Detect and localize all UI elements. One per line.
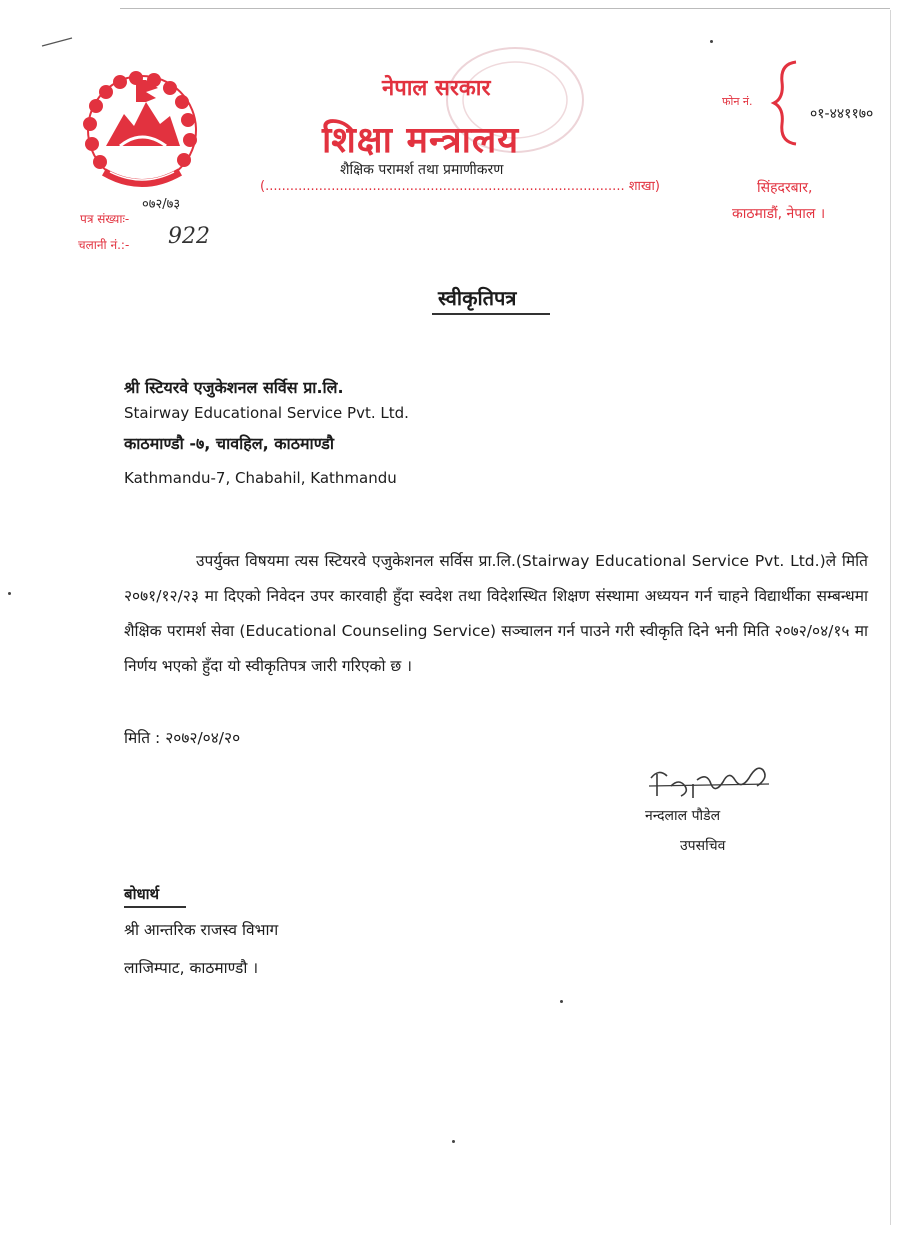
government-name: नेपाल सरकार — [382, 76, 491, 101]
cc-line-1: श्री आन्तरिक राजस्व विभाग — [124, 921, 279, 939]
scan-edge-right — [890, 10, 891, 1225]
signatory-name: नन्दलाल पौडेल — [645, 808, 721, 824]
document-title: स्वीकृतिपत्र — [438, 286, 517, 310]
phone-number: ०१-४४११७० — [810, 106, 874, 122]
cc-title-underline — [124, 906, 186, 908]
body-paragraph-text: उपर्युक्त विषयमा त्यस स्टियरवे एजुकेशनल सर्विस प्रा.लि.(Stairway Educational Service Pvt. Ltd.)ले मिति २०७१/१२/२३ मा दिएको निवेदन उपर कारवाही हुँदा स्वदेश तथा विदेशस्थित शिक्षण संस्थामा अध्ययन गर्न चाहने विद्यार्थीका सम्बन्धमा शैक्षिक परामर्श सेवा (Educational Counseling Service) सञ्चालन गर्न पाउने गरी स्वीकृति दिने भनी मिति २०७२/०४/१५ मा निर्णय भएको हुँदा यो स्वीकृतिपत्र जारी गरिएको छ । — [124, 552, 868, 675]
dispatch-label: चलानी नं.:- — [78, 238, 130, 252]
scan-speck — [452, 1140, 455, 1143]
body-paragraph — [124, 544, 868, 684]
ministry-name: शिक्षा मन्त्रालय — [322, 120, 520, 161]
scan-edge-top — [120, 8, 890, 9]
address-line-2: काठमाडौं, नेपाल । — [732, 206, 826, 222]
department-name: शैक्षिक परामर्श तथा प्रमाणीकरण — [340, 162, 504, 178]
dispatch-number: 922 — [168, 224, 210, 249]
signatory-designation: उपसचिव — [680, 838, 726, 854]
recipient-line-4: Kathmandu-7, Chabahil, Kathmandu — [124, 469, 397, 487]
handwritten-signature-icon — [645, 756, 775, 812]
phone-label: फोन नं. — [722, 95, 753, 108]
scan-speck — [710, 40, 713, 43]
cc-line-2: लाजिम्पाट, काठमाण्डौ । — [124, 959, 259, 977]
cc-title: बोधार्थ — [124, 885, 160, 903]
title-underline — [432, 313, 550, 315]
recipient-line-1: श्री स्टियरवे एजुकेशनल सर्विस प्रा.लि. — [124, 378, 344, 397]
issue-date: मिति : २०७२/०४/२० — [124, 729, 241, 747]
nepal-government-emblem-icon — [76, 68, 208, 198]
scan-mark-icon — [40, 36, 74, 48]
address-line-1: सिंहदरबार, — [757, 180, 813, 196]
recipient-line-2: Stairway Educational Service Pvt. Ltd. — [124, 404, 409, 422]
recipient-line-3: काठमाण्डौ -७, चावहिल, काठमाण्डौ — [124, 434, 335, 453]
curly-brace-icon — [768, 58, 802, 148]
reference-label: पत्र संख्याः- — [80, 212, 130, 226]
scan-speck — [560, 1000, 563, 1003]
scan-speck — [8, 592, 11, 595]
fiscal-year: ०७२/७३ — [142, 197, 181, 212]
branch-line: (....................................................................................... शाखा) — [260, 179, 660, 194]
